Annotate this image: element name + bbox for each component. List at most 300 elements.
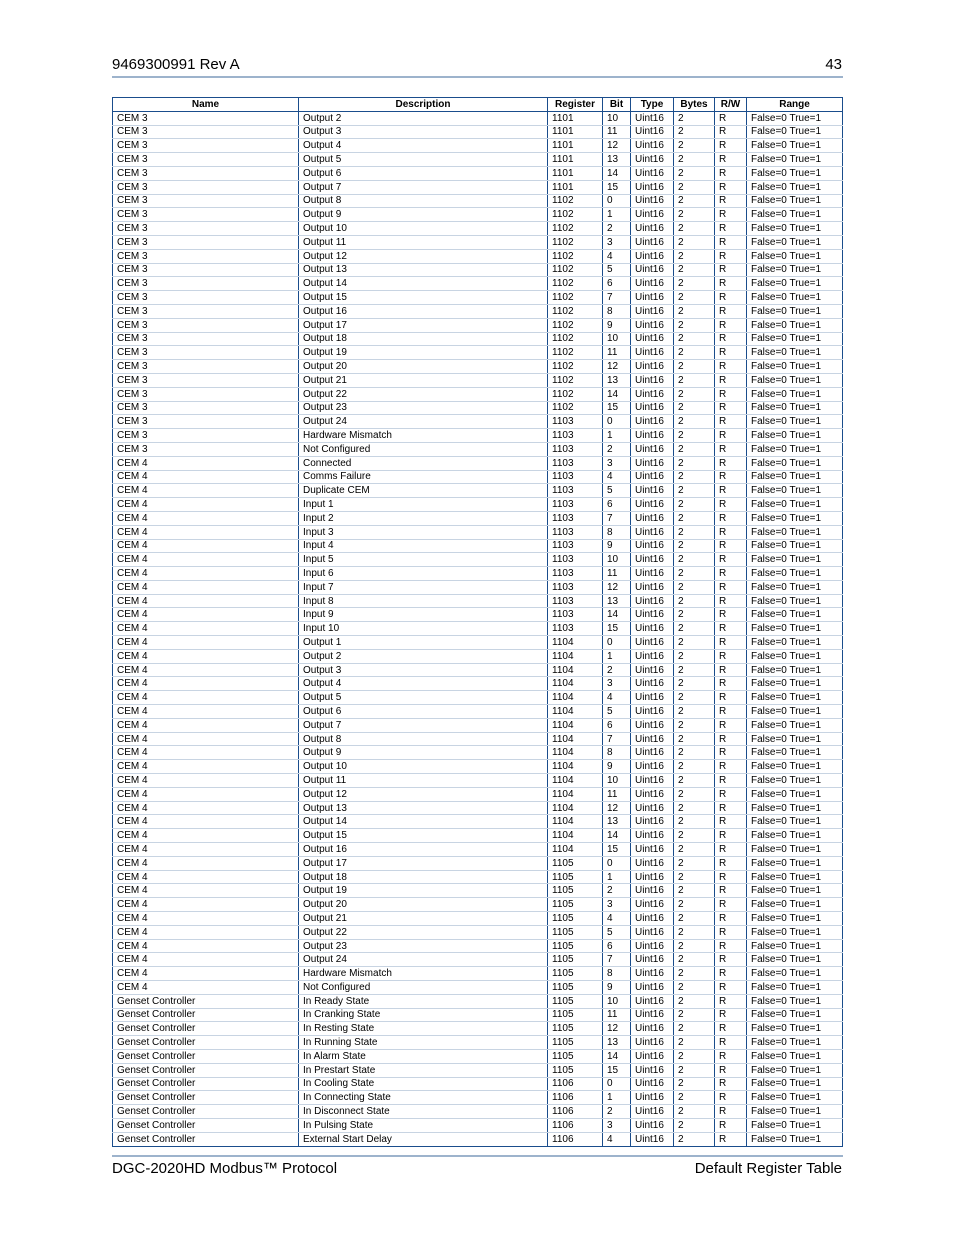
cell-register: 1105 (548, 1036, 603, 1050)
cell-register: 1102 (548, 318, 603, 332)
table-row (113, 801, 843, 815)
page-footer (112, 1160, 842, 1182)
cell-bit: 14 (603, 1049, 631, 1063)
cell-range: False=0 True=1 (747, 1036, 843, 1050)
cell-type: Uint16 (631, 373, 674, 387)
cell-description: Output 10 (299, 760, 548, 774)
cell-rw: R (715, 774, 747, 788)
cell-name: CEM 3 (113, 304, 299, 318)
cell-range: False=0 True=1 (747, 208, 843, 222)
cell-range: False=0 True=1 (747, 732, 843, 746)
cell-name: CEM 3 (113, 401, 299, 415)
cell-description: Output 7 (299, 180, 548, 194)
cell-register: 1103 (548, 553, 603, 567)
cell-bit: 11 (603, 787, 631, 801)
cell-description: Output 9 (299, 746, 548, 760)
cell-description: In Running State (299, 1036, 548, 1050)
cell-name: CEM 4 (113, 967, 299, 981)
cell-range: False=0 True=1 (747, 401, 843, 415)
cell-range: False=0 True=1 (747, 511, 843, 525)
cell-description: Output 1 (299, 636, 548, 650)
cell-range: False=0 True=1 (747, 760, 843, 774)
cell-range: False=0 True=1 (747, 953, 843, 967)
cell-bit: 7 (603, 953, 631, 967)
cell-description: Output 8 (299, 732, 548, 746)
column-header-type: Type (631, 98, 674, 112)
cell-register: 1105 (548, 994, 603, 1008)
cell-description: Comms Failure (299, 470, 548, 484)
cell-type: Uint16 (631, 498, 674, 512)
cell-name: Genset Controller (113, 1049, 299, 1063)
table-row (113, 415, 843, 429)
cell-rw: R (715, 636, 747, 650)
cell-rw: R (715, 787, 747, 801)
cell-description: Output 7 (299, 718, 548, 732)
cell-bit: 12 (603, 801, 631, 815)
table-row (113, 843, 843, 857)
table-row (113, 332, 843, 346)
cell-bit: 1 (603, 429, 631, 443)
table-row (113, 484, 843, 498)
table-row (113, 222, 843, 236)
cell-name: Genset Controller (113, 1077, 299, 1091)
cell-bit: 10 (603, 553, 631, 567)
cell-bytes: 2 (674, 235, 715, 249)
cell-bit: 11 (603, 1008, 631, 1022)
cell-rw: R (715, 567, 747, 581)
table-row (113, 346, 843, 360)
cell-rw: R (715, 1063, 747, 1077)
table-row (113, 1091, 843, 1105)
column-header-description: Description (299, 98, 548, 112)
cell-range: False=0 True=1 (747, 829, 843, 843)
cell-range: False=0 True=1 (747, 484, 843, 498)
cell-range: False=0 True=1 (747, 622, 843, 636)
cell-description: Output 17 (299, 318, 548, 332)
cell-register: 1103 (548, 470, 603, 484)
table-row (113, 608, 843, 622)
cell-bit: 11 (603, 567, 631, 581)
cell-type: Uint16 (631, 249, 674, 263)
cell-bytes: 2 (674, 166, 715, 180)
cell-description: In Cranking State (299, 1008, 548, 1022)
cell-description: Output 8 (299, 194, 548, 208)
cell-name: CEM 4 (113, 622, 299, 636)
cell-bit: 3 (603, 235, 631, 249)
cell-bit: 13 (603, 594, 631, 608)
cell-bytes: 2 (674, 484, 715, 498)
cell-name: CEM 4 (113, 856, 299, 870)
cell-type: Uint16 (631, 580, 674, 594)
cell-rw: R (715, 1118, 747, 1132)
cell-register: 1105 (548, 898, 603, 912)
cell-bytes: 2 (674, 415, 715, 429)
cell-name: CEM 4 (113, 925, 299, 939)
cell-name: CEM 3 (113, 415, 299, 429)
cell-name: CEM 3 (113, 153, 299, 167)
cell-bytes: 2 (674, 608, 715, 622)
table-row (113, 456, 843, 470)
table-row (113, 663, 843, 677)
cell-register: 1101 (548, 153, 603, 167)
cell-bit: 8 (603, 967, 631, 981)
cell-rw: R (715, 222, 747, 236)
cell-register: 1106 (548, 1091, 603, 1105)
cell-bytes: 2 (674, 470, 715, 484)
cell-range: False=0 True=1 (747, 304, 843, 318)
cell-bit: 6 (603, 939, 631, 953)
cell-type: Uint16 (631, 484, 674, 498)
table-row (113, 360, 843, 374)
cell-description: Output 10 (299, 222, 548, 236)
cell-bytes: 2 (674, 511, 715, 525)
cell-bit: 12 (603, 139, 631, 153)
cell-bytes: 2 (674, 263, 715, 277)
table-row (113, 677, 843, 691)
cell-range: False=0 True=1 (747, 360, 843, 374)
cell-range: False=0 True=1 (747, 608, 843, 622)
cell-bit: 15 (603, 1063, 631, 1077)
cell-range: False=0 True=1 (747, 1049, 843, 1063)
cell-description: Output 12 (299, 787, 548, 801)
cell-rw: R (715, 498, 747, 512)
cell-register: 1103 (548, 622, 603, 636)
cell-bytes: 2 (674, 884, 715, 898)
cell-bytes: 2 (674, 567, 715, 581)
cell-bytes: 2 (674, 898, 715, 912)
cell-rw: R (715, 608, 747, 622)
cell-bit: 0 (603, 194, 631, 208)
cell-bytes: 2 (674, 718, 715, 732)
cell-bytes: 2 (674, 870, 715, 884)
cell-type: Uint16 (631, 318, 674, 332)
cell-description: Output 19 (299, 346, 548, 360)
cell-name: CEM 4 (113, 470, 299, 484)
cell-bit: 4 (603, 1132, 631, 1146)
cell-description: Hardware Mismatch (299, 429, 548, 443)
cell-range: False=0 True=1 (747, 125, 843, 139)
cell-description: Output 15 (299, 829, 548, 843)
cell-bit: 13 (603, 815, 631, 829)
register-table (112, 97, 843, 1147)
cell-register: 1104 (548, 815, 603, 829)
cell-name: Genset Controller (113, 1036, 299, 1050)
cell-description: Input 1 (299, 498, 548, 512)
cell-range: False=0 True=1 (747, 884, 843, 898)
cell-range: False=0 True=1 (747, 166, 843, 180)
cell-description: Not Configured (299, 981, 548, 995)
cell-type: Uint16 (631, 953, 674, 967)
cell-name: CEM 4 (113, 939, 299, 953)
cell-description: Input 10 (299, 622, 548, 636)
cell-description: In Connecting State (299, 1091, 548, 1105)
cell-bytes: 2 (674, 815, 715, 829)
cell-type: Uint16 (631, 898, 674, 912)
cell-rw: R (715, 953, 747, 967)
cell-rw: R (715, 539, 747, 553)
cell-description: Output 2 (299, 649, 548, 663)
cell-name: CEM 4 (113, 705, 299, 719)
cell-name: CEM 4 (113, 787, 299, 801)
cell-name: CEM 4 (113, 663, 299, 677)
cell-range: False=0 True=1 (747, 442, 843, 456)
page-header (112, 56, 842, 78)
cell-bit: 9 (603, 760, 631, 774)
cell-bit: 4 (603, 912, 631, 926)
cell-bytes: 2 (674, 636, 715, 650)
table-row (113, 208, 843, 222)
cell-description: In Pulsing State (299, 1118, 548, 1132)
table-row (113, 166, 843, 180)
table-row (113, 856, 843, 870)
cell-register: 1102 (548, 401, 603, 415)
cell-range: False=0 True=1 (747, 139, 843, 153)
table-row (113, 249, 843, 263)
cell-range: False=0 True=1 (747, 1105, 843, 1119)
cell-name: CEM 4 (113, 484, 299, 498)
cell-bytes: 2 (674, 691, 715, 705)
table-row (113, 829, 843, 843)
cell-type: Uint16 (631, 594, 674, 608)
cell-type: Uint16 (631, 332, 674, 346)
cell-type: Uint16 (631, 153, 674, 167)
cell-name: CEM 4 (113, 594, 299, 608)
cell-bytes: 2 (674, 1036, 715, 1050)
cell-bit: 1 (603, 870, 631, 884)
cell-name: CEM 3 (113, 249, 299, 263)
cell-register: 1104 (548, 705, 603, 719)
cell-range: False=0 True=1 (747, 1022, 843, 1036)
cell-rw: R (715, 898, 747, 912)
cell-description: Output 23 (299, 939, 548, 953)
cell-bytes: 2 (674, 249, 715, 263)
cell-range: False=0 True=1 (747, 318, 843, 332)
cell-name: CEM 4 (113, 884, 299, 898)
cell-bytes: 2 (674, 401, 715, 415)
cell-range: False=0 True=1 (747, 1118, 843, 1132)
cell-description: External Start Delay (299, 1132, 548, 1146)
cell-type: Uint16 (631, 166, 674, 180)
cell-description: Output 6 (299, 705, 548, 719)
cell-bit: 14 (603, 387, 631, 401)
cell-type: Uint16 (631, 705, 674, 719)
cell-register: 1102 (548, 291, 603, 305)
cell-type: Uint16 (631, 815, 674, 829)
cell-description: Not Configured (299, 442, 548, 456)
cell-range: False=0 True=1 (747, 677, 843, 691)
cell-bit: 0 (603, 415, 631, 429)
cell-register: 1104 (548, 663, 603, 677)
cell-bytes: 2 (674, 318, 715, 332)
cell-bit: 12 (603, 580, 631, 594)
cell-description: In Prestart State (299, 1063, 548, 1077)
cell-name: Genset Controller (113, 1118, 299, 1132)
cell-name: CEM 4 (113, 525, 299, 539)
cell-name: CEM 3 (113, 194, 299, 208)
cell-type: Uint16 (631, 222, 674, 236)
table-row (113, 304, 843, 318)
cell-description: Output 2 (299, 111, 548, 125)
cell-bytes: 2 (674, 125, 715, 139)
cell-name: CEM 4 (113, 732, 299, 746)
cell-bit: 3 (603, 1118, 631, 1132)
table-row (113, 787, 843, 801)
cell-range: False=0 True=1 (747, 180, 843, 194)
cell-register: 1105 (548, 1049, 603, 1063)
cell-type: Uint16 (631, 1091, 674, 1105)
table-row (113, 318, 843, 332)
cell-name: CEM 4 (113, 636, 299, 650)
table-row (113, 442, 843, 456)
cell-rw: R (715, 553, 747, 567)
cell-range: False=0 True=1 (747, 263, 843, 277)
cell-type: Uint16 (631, 277, 674, 291)
cell-name: CEM 4 (113, 567, 299, 581)
cell-register: 1101 (548, 166, 603, 180)
cell-bit: 0 (603, 636, 631, 650)
cell-bytes: 2 (674, 981, 715, 995)
table-row (113, 180, 843, 194)
table-row (113, 1063, 843, 1077)
cell-name: CEM 3 (113, 139, 299, 153)
cell-description: Output 17 (299, 856, 548, 870)
cell-bytes: 2 (674, 208, 715, 222)
cell-bytes: 2 (674, 1105, 715, 1119)
cell-name: Genset Controller (113, 1022, 299, 1036)
table-row (113, 898, 843, 912)
cell-register: 1104 (548, 843, 603, 857)
cell-range: False=0 True=1 (747, 387, 843, 401)
cell-name: CEM 4 (113, 815, 299, 829)
cell-rw: R (715, 649, 747, 663)
cell-rw: R (715, 1049, 747, 1063)
cell-rw: R (715, 511, 747, 525)
cell-register: 1103 (548, 484, 603, 498)
cell-rw: R (715, 815, 747, 829)
cell-rw: R (715, 1022, 747, 1036)
cell-range: False=0 True=1 (747, 415, 843, 429)
cell-range: False=0 True=1 (747, 594, 843, 608)
cell-bytes: 2 (674, 649, 715, 663)
cell-bit: 10 (603, 111, 631, 125)
cell-bit: 13 (603, 153, 631, 167)
cell-name: CEM 4 (113, 953, 299, 967)
cell-bytes: 2 (674, 456, 715, 470)
table-row (113, 387, 843, 401)
cell-register: 1104 (548, 691, 603, 705)
cell-register: 1102 (548, 222, 603, 236)
cell-description: Input 6 (299, 567, 548, 581)
cell-type: Uint16 (631, 346, 674, 360)
cell-bit: 14 (603, 166, 631, 180)
cell-range: False=0 True=1 (747, 111, 843, 125)
cell-description: Output 21 (299, 373, 548, 387)
cell-type: Uint16 (631, 511, 674, 525)
cell-bytes: 2 (674, 180, 715, 194)
cell-register: 1104 (548, 718, 603, 732)
cell-range: False=0 True=1 (747, 746, 843, 760)
cell-bit: 4 (603, 691, 631, 705)
cell-rw: R (715, 967, 747, 981)
cell-type: Uint16 (631, 470, 674, 484)
cell-rw: R (715, 1077, 747, 1091)
cell-description: Output 11 (299, 235, 548, 249)
cell-name: CEM 4 (113, 608, 299, 622)
cell-register: 1104 (548, 636, 603, 650)
cell-register: 1102 (548, 360, 603, 374)
cell-rw: R (715, 1105, 747, 1119)
table-row (113, 263, 843, 277)
cell-register: 1101 (548, 111, 603, 125)
cell-name: CEM 4 (113, 746, 299, 760)
cell-register: 1103 (548, 498, 603, 512)
cell-range: False=0 True=1 (747, 636, 843, 650)
cell-bit: 4 (603, 470, 631, 484)
cell-name: Genset Controller (113, 1063, 299, 1077)
cell-rw: R (715, 663, 747, 677)
cell-bytes: 2 (674, 843, 715, 857)
footer-title: DGC-2020HD Modbus™ Protocol (112, 1160, 338, 1177)
cell-rw: R (715, 429, 747, 443)
cell-rw: R (715, 801, 747, 815)
cell-range: False=0 True=1 (747, 843, 843, 857)
cell-bit: 11 (603, 346, 631, 360)
cell-range: False=0 True=1 (747, 1091, 843, 1105)
cell-type: Uint16 (631, 208, 674, 222)
cell-bytes: 2 (674, 622, 715, 636)
cell-register: 1102 (548, 332, 603, 346)
cell-range: False=0 True=1 (747, 856, 843, 870)
cell-type: Uint16 (631, 801, 674, 815)
cell-bit: 0 (603, 856, 631, 870)
cell-register: 1105 (548, 1008, 603, 1022)
cell-type: Uint16 (631, 732, 674, 746)
cell-bytes: 2 (674, 1022, 715, 1036)
cell-register: 1102 (548, 208, 603, 222)
cell-name: CEM 4 (113, 912, 299, 926)
cell-register: 1106 (548, 1118, 603, 1132)
cell-rw: R (715, 870, 747, 884)
cell-type: Uint16 (631, 994, 674, 1008)
cell-description: Output 14 (299, 815, 548, 829)
cell-rw: R (715, 1008, 747, 1022)
cell-name: CEM 3 (113, 387, 299, 401)
cell-bit: 12 (603, 360, 631, 374)
table-body (113, 111, 843, 1146)
cell-bytes: 2 (674, 1077, 715, 1091)
cell-bytes: 2 (674, 912, 715, 926)
cell-name: CEM 3 (113, 125, 299, 139)
cell-description: Output 5 (299, 691, 548, 705)
cell-description: Output 5 (299, 153, 548, 167)
cell-register: 1103 (548, 456, 603, 470)
cell-bytes: 2 (674, 677, 715, 691)
cell-rw: R (715, 856, 747, 870)
table-row (113, 511, 843, 525)
cell-bytes: 2 (674, 1118, 715, 1132)
cell-type: Uint16 (631, 884, 674, 898)
cell-rw: R (715, 525, 747, 539)
cell-type: Uint16 (631, 1036, 674, 1050)
cell-description: Output 13 (299, 263, 548, 277)
cell-register: 1103 (548, 415, 603, 429)
cell-description: Output 9 (299, 208, 548, 222)
cell-bit: 9 (603, 981, 631, 995)
cell-bytes: 2 (674, 373, 715, 387)
cell-rw: R (715, 760, 747, 774)
cell-range: False=0 True=1 (747, 249, 843, 263)
cell-register: 1102 (548, 235, 603, 249)
